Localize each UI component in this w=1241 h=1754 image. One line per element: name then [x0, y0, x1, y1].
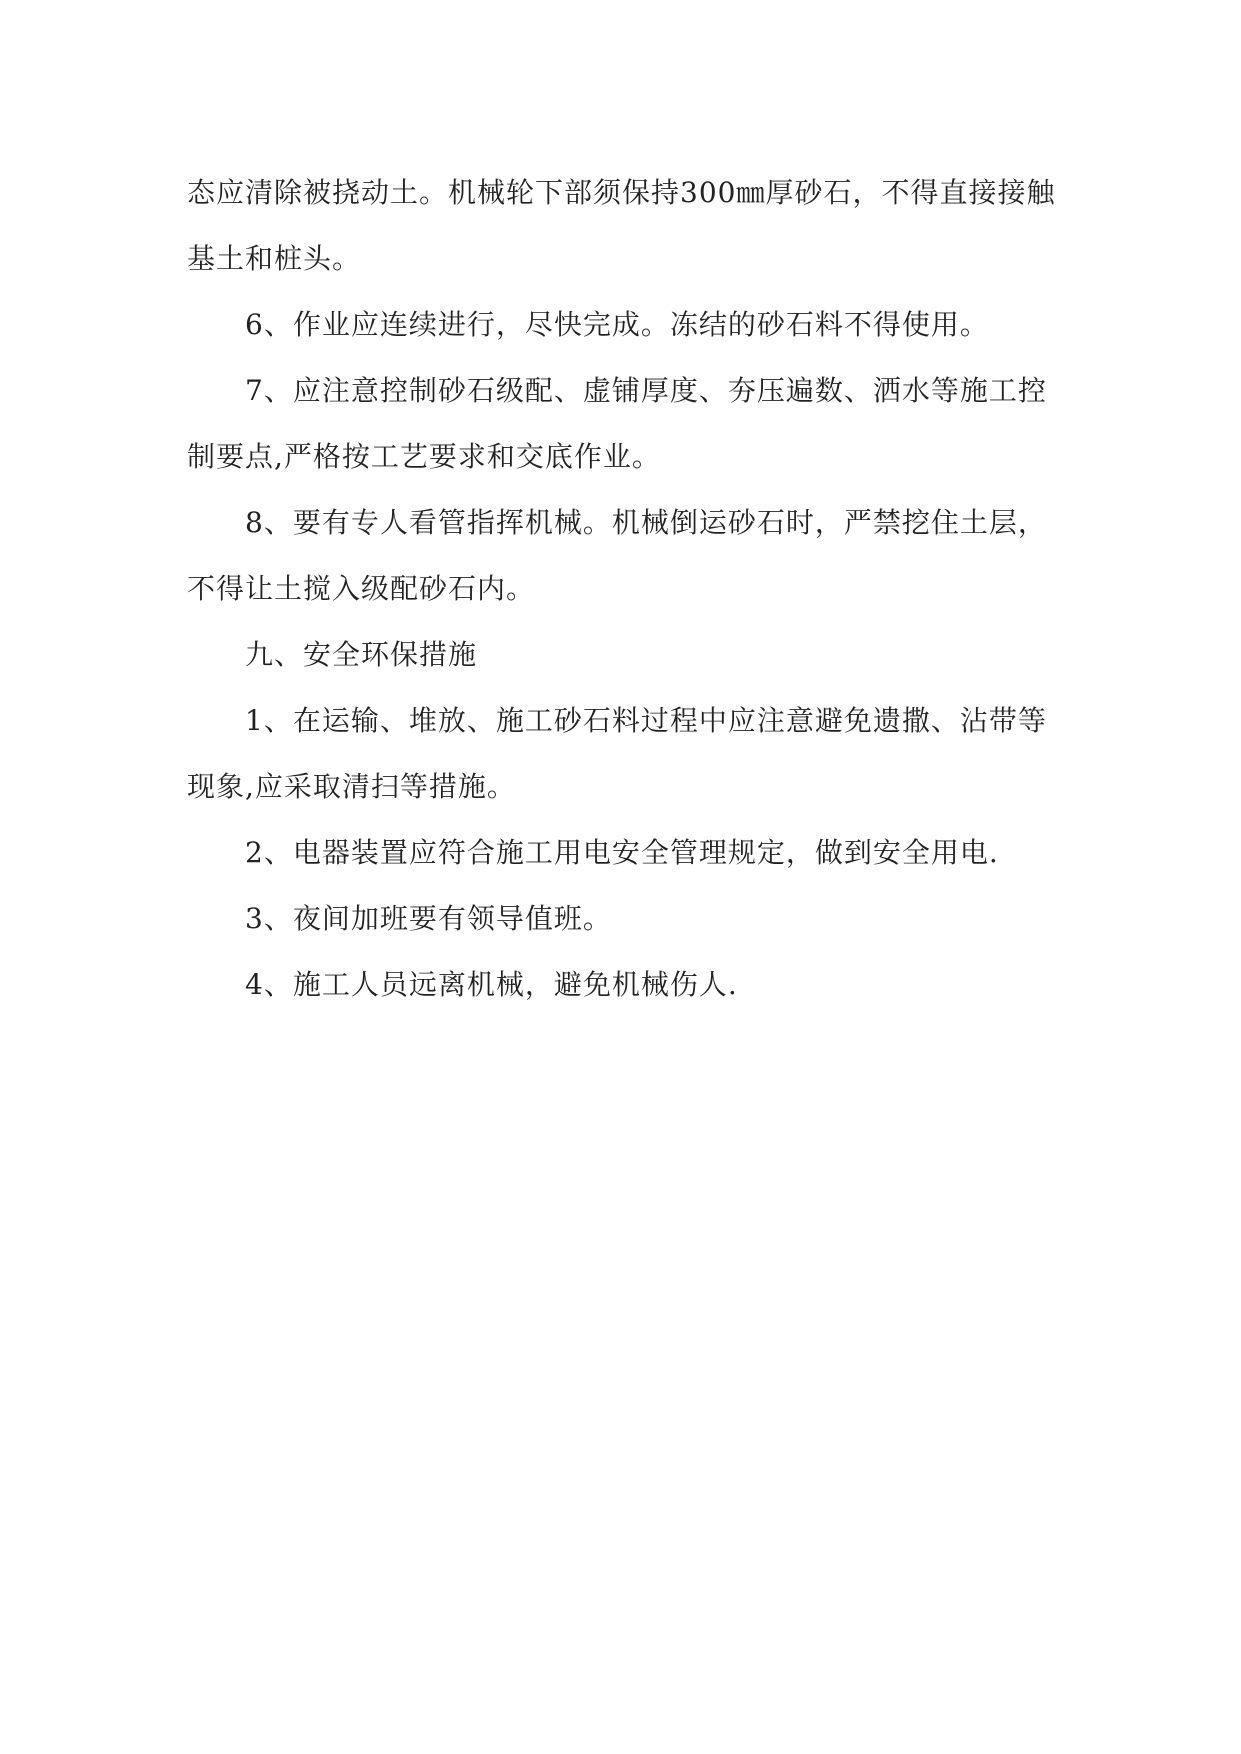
- paragraph-safety-1: 1、在运输、堆放、施工砂石料过程中应注意避免遗撒、沾带等现象,应采取清扫等措施。: [187, 704, 1047, 803]
- paragraph-item-6: 6、作业应连续进行，尽快完成。冻结的砂石料不得使用。: [245, 308, 989, 341]
- paragraph-safety-3: 3、夜间加班要有领导值班。: [245, 902, 612, 935]
- section-heading-9: 九、安全环保措施: [245, 638, 478, 671]
- paragraph-safety-4: 4、施工人员远离机械，避免机械伤人.: [245, 968, 738, 1001]
- paragraph-continuation: 态应清除被挠动土。机械轮下部须保持300㎜厚砂石，不得直接接触基土和桩头。: [187, 176, 1056, 275]
- document-body: [187, 160, 1057, 1018]
- paragraph-item-7: 7、应注意控制砂石级配、虚铺厚度、夯压遍数、洒水等施工控制要点,严格按工艺要求和交底作业。: [187, 374, 1047, 473]
- paragraph-item-8: 8、要有专人看管指挥机械。机械倒运砂石时，严禁挖住土层，不得让土搅入级配砂石内。: [187, 506, 1047, 605]
- paragraph-safety-2: 2、电器装置应符合施工用电安全管理规定，做到安全用电.: [245, 836, 999, 869]
